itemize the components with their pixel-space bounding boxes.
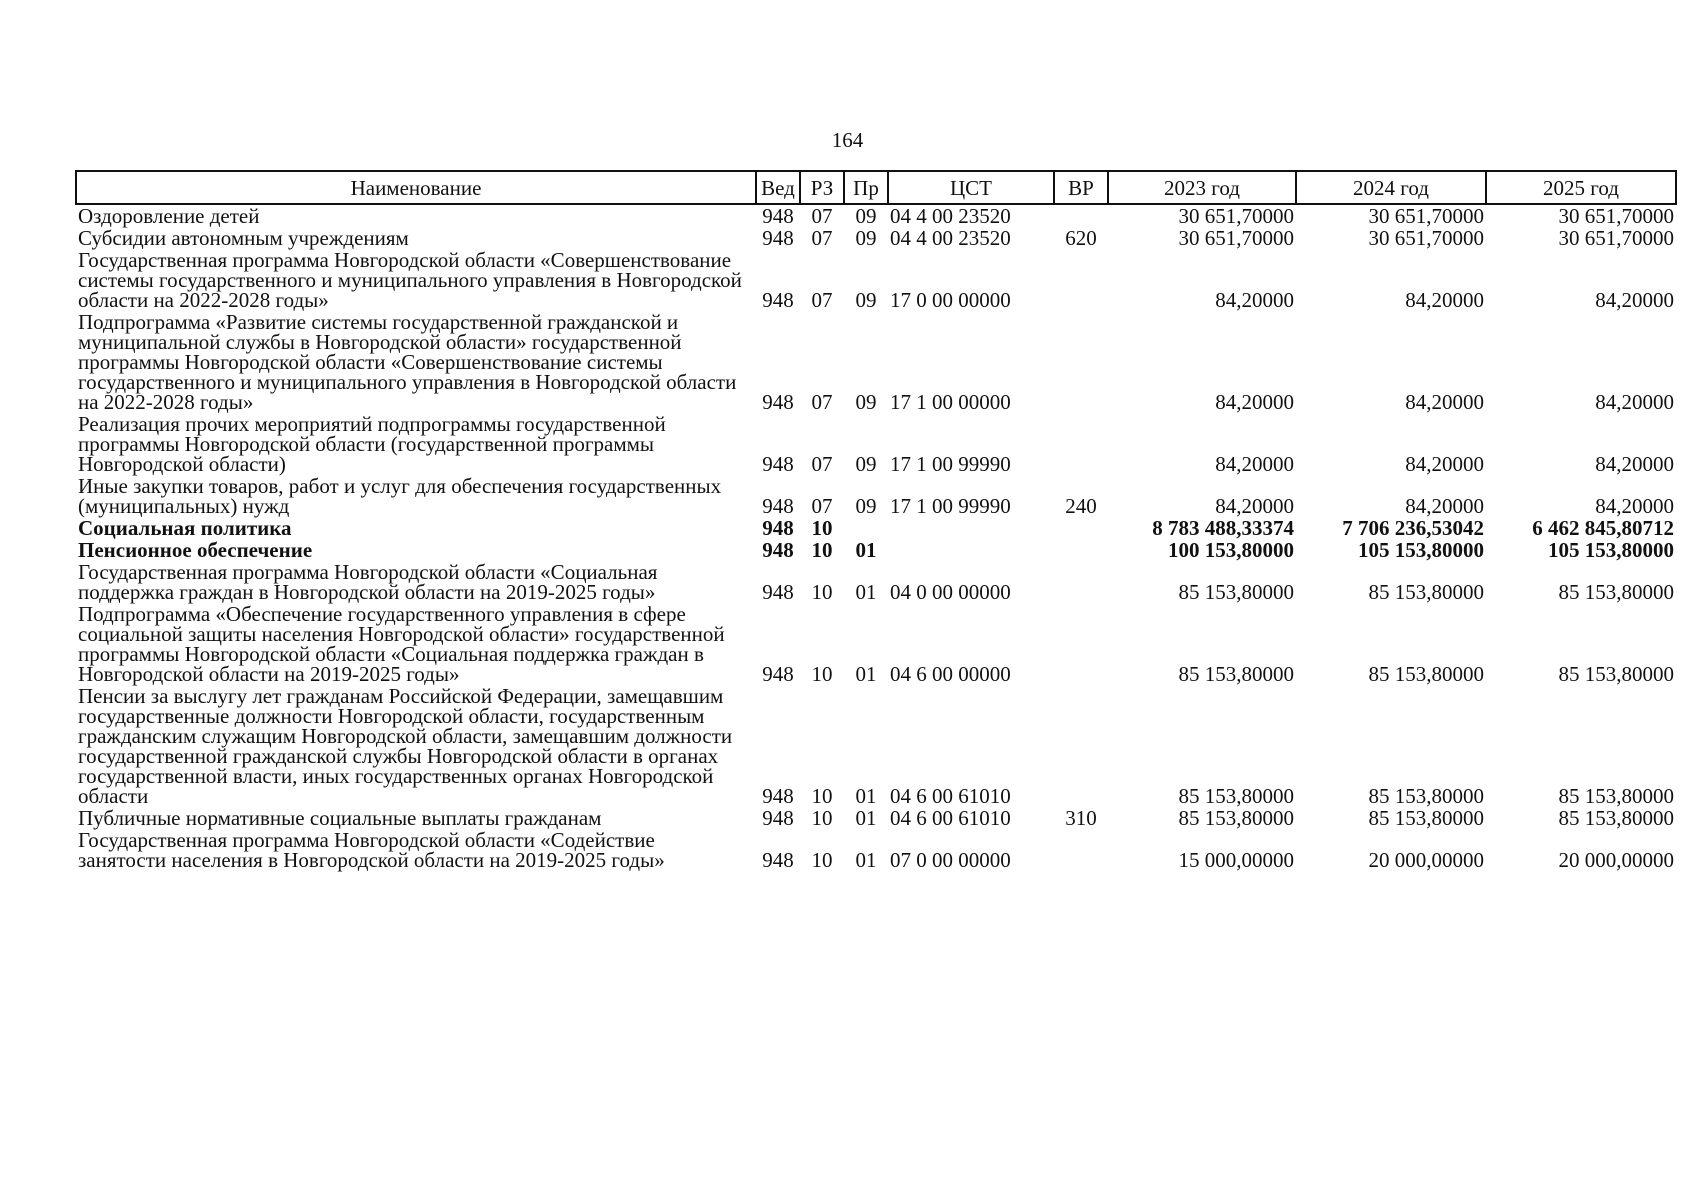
table-row xyxy=(76,517,1676,539)
cell-ved: 948 xyxy=(762,580,794,604)
cell-2024: 85 153,80000 xyxy=(1368,806,1484,830)
cell-vr: 620 xyxy=(1065,226,1097,250)
cell-pr: 09 xyxy=(855,390,877,414)
cell-name: Реализация прочих мероприятий подпрограммы государственной программы Новгородской области (государственной программы Новгородской области) xyxy=(78,412,666,476)
cell-cst: 04 6 00 61010 xyxy=(890,806,1011,830)
cell-ved: 948 xyxy=(762,538,794,562)
cell-rz: 10 xyxy=(811,516,833,540)
table-row xyxy=(76,227,1676,249)
cell-name: Оздоровление детей xyxy=(78,204,260,228)
header-cst: ЦСТ xyxy=(888,171,1054,204)
cell-cst: 04 0 00 00000 xyxy=(890,580,1011,604)
cell-cst: 04 6 00 61010 xyxy=(890,784,1011,808)
cell-vr xyxy=(1054,539,1108,561)
cell-2023: 100 153,80000 xyxy=(1168,538,1294,562)
cell-2025: 84,20000 xyxy=(1595,390,1674,414)
page-number: 164 xyxy=(831,128,864,152)
cell-pr: 01 xyxy=(855,848,877,872)
cell-2023: 30 651,70000 xyxy=(1178,204,1294,228)
cell-vr: 240 xyxy=(1065,494,1097,518)
table-row xyxy=(76,413,1676,475)
cell-2025: 20 000,00000 xyxy=(1558,848,1674,872)
cell-cst: 04 4 00 23520 xyxy=(890,204,1011,228)
cell-2024: 85 153,80000 xyxy=(1368,662,1484,686)
cell-name: Государственная программа Новгородской области «Содействие занятости населения в Новгородской области на 2019-2025 годы» xyxy=(78,828,665,872)
cell-vr xyxy=(1054,685,1108,807)
cell-rz: 07 xyxy=(811,204,833,228)
cell-2025: 84,20000 xyxy=(1595,494,1674,518)
cell-2025: 84,20000 xyxy=(1595,452,1674,476)
header-name: Наименование xyxy=(76,171,756,204)
cell-2025: 85 153,80000 xyxy=(1558,784,1674,808)
cell-2024: 85 153,80000 xyxy=(1368,580,1484,604)
table-header xyxy=(76,171,1676,204)
cell-2023: 84,20000 xyxy=(1215,288,1294,312)
cell-2025: 85 153,80000 xyxy=(1558,806,1674,830)
cell-rz: 10 xyxy=(811,784,833,808)
cell-ved: 948 xyxy=(762,516,794,540)
cell-2024: 84,20000 xyxy=(1405,452,1484,476)
header-row xyxy=(76,171,1676,204)
cell-name: Социальная политика xyxy=(78,516,292,540)
table-row xyxy=(76,475,1676,517)
cell-ved: 948 xyxy=(762,390,794,414)
table-row xyxy=(76,603,1676,685)
cell-2023: 85 153,80000 xyxy=(1178,580,1294,604)
cell-ved: 948 xyxy=(762,204,794,228)
header-2025: 2025 год xyxy=(1486,171,1676,204)
budget-table xyxy=(75,170,1677,871)
cell-2025: 85 153,80000 xyxy=(1558,662,1674,686)
table-row xyxy=(76,807,1676,829)
cell-rz: 07 xyxy=(811,288,833,312)
cell-name: Пенсии за выслугу лет гражданам Российской Федерации, замещавшим государственные должности Новгородской области, государственным гражданским служащим Новгородской области, замещавшим должности государственной гражданской службы Новгородской области в органах государственной власти, иных государственных органах Новгородской области xyxy=(78,684,733,808)
cell-vr xyxy=(1054,204,1108,227)
cell-ved: 948 xyxy=(762,784,794,808)
cell-2023: 85 153,80000 xyxy=(1178,784,1294,808)
cell-ved: 948 xyxy=(762,288,794,312)
cell-name: Подпрограмма «Обеспечение государственного управления в сфере социальной защиты населения Новгородской области» государственной программы Новгородской области «Социальная поддержка граждан в Новгородской области на 2019-2025 годы» xyxy=(78,602,725,686)
cell-name: Пенсионное обеспечение xyxy=(78,538,313,562)
cell-2025: 85 153,80000 xyxy=(1558,580,1674,604)
cell-ved: 948 xyxy=(762,452,794,476)
table-row xyxy=(76,539,1676,561)
cell-cst: 04 6 00 00000 xyxy=(890,662,1011,686)
cell-2024: 7 706 236,53042 xyxy=(1342,516,1484,540)
cell-2025: 84,20000 xyxy=(1595,288,1674,312)
cell-rz: 07 xyxy=(811,494,833,518)
cell-2025: 105 153,80000 xyxy=(1548,538,1674,562)
cell-cst: 04 4 00 23520 xyxy=(890,226,1011,250)
cell-2023: 8 783 488,33374 xyxy=(1152,516,1294,540)
table-row xyxy=(76,311,1676,413)
cell-2024: 84,20000 xyxy=(1405,390,1484,414)
cell-pr: 09 xyxy=(855,204,877,228)
cell-rz: 07 xyxy=(811,452,833,476)
cell-rz: 10 xyxy=(811,848,833,872)
cell-vr xyxy=(1054,311,1108,413)
cell-2023: 84,20000 xyxy=(1215,494,1294,518)
cell-vr xyxy=(1054,249,1108,311)
cell-cst: 17 1 00 00000 xyxy=(890,390,1011,414)
cell-name: Подпрограмма «Развитие системы государственной гражданской и муниципальной службы в Новгородской области» государственной программы Новгородской области «Совершенствование системы государственного и муниципального управления в Новгородской области на 2022-2028 годы» xyxy=(78,310,737,414)
cell-vr: 310 xyxy=(1065,806,1097,830)
header-pr: Пр xyxy=(844,171,888,204)
cell-name: Субсидии автономным учреждениям xyxy=(78,226,409,250)
table-row xyxy=(76,204,1676,227)
table-row xyxy=(76,561,1676,603)
cell-2023: 85 153,80000 xyxy=(1178,662,1294,686)
cell-2024: 84,20000 xyxy=(1405,288,1484,312)
cell-name: Государственная программа Новгородской области «Совершенствование системы государственного и муниципального управления в Новгородской области на 2022-2028 годы» xyxy=(78,248,742,312)
cell-2024: 105 153,80000 xyxy=(1358,538,1484,562)
cell-name: Иные закупки товаров, работ и услуг для обеспечения государственных (муниципальных) нужд xyxy=(78,474,722,518)
cell-pr: 01 xyxy=(855,580,877,604)
cell-vr xyxy=(1054,517,1108,539)
cell-pr: 01 xyxy=(855,538,877,562)
header-vr: ВР xyxy=(1054,171,1108,204)
cell-cst: 17 1 00 99990 xyxy=(890,494,1011,518)
cell-2024: 84,20000 xyxy=(1405,494,1484,518)
cell-rz: 10 xyxy=(811,806,833,830)
table-row xyxy=(76,829,1676,871)
cell-pr: 09 xyxy=(855,494,877,518)
cell-ved: 948 xyxy=(762,226,794,250)
cell-name: Государственная программа Новгородской области «Социальная поддержка граждан в Новгородской области на 2019-2025 годы» xyxy=(78,560,658,604)
cell-2023: 15 000,00000 xyxy=(1178,848,1294,872)
cell-cst: 17 1 00 99990 xyxy=(890,452,1011,476)
cell-pr: 01 xyxy=(855,806,877,830)
cell-vr xyxy=(1054,561,1108,603)
cell-vr xyxy=(1054,603,1108,685)
cell-2023: 84,20000 xyxy=(1215,390,1294,414)
header-2023: 2023 год xyxy=(1108,171,1296,204)
header-ved: Вед xyxy=(756,171,800,204)
table-body xyxy=(76,204,1676,871)
cell-vr xyxy=(1054,829,1108,871)
cell-2024: 20 000,00000 xyxy=(1368,848,1484,872)
cell-ved: 948 xyxy=(762,806,794,830)
cell-pr xyxy=(844,517,888,539)
table-row xyxy=(76,249,1676,311)
cell-2024: 30 651,70000 xyxy=(1368,204,1484,228)
cell-cst: 17 0 00 00000 xyxy=(890,288,1011,312)
table-row xyxy=(76,685,1676,807)
cell-cst xyxy=(888,517,1054,539)
cell-2024: 30 651,70000 xyxy=(1368,226,1484,250)
cell-rz: 10 xyxy=(811,662,833,686)
cell-rz: 10 xyxy=(811,580,833,604)
cell-2023: 30 651,70000 xyxy=(1178,226,1294,250)
cell-2025: 30 651,70000 xyxy=(1558,226,1674,250)
cell-rz: 10 xyxy=(811,538,833,562)
cell-2025: 6 462 845,80712 xyxy=(1532,516,1674,540)
cell-2025: 30 651,70000 xyxy=(1558,204,1674,228)
cell-name: Публичные нормативные социальные выплаты гражданам xyxy=(78,806,602,830)
cell-vr xyxy=(1054,413,1108,475)
cell-rz: 07 xyxy=(811,390,833,414)
cell-cst: 07 0 00 00000 xyxy=(890,848,1011,872)
header-rz: РЗ xyxy=(800,171,844,204)
cell-2024: 85 153,80000 xyxy=(1368,784,1484,808)
cell-ved: 948 xyxy=(762,848,794,872)
cell-ved: 948 xyxy=(762,662,794,686)
cell-cst xyxy=(888,539,1054,561)
cell-pr: 01 xyxy=(855,784,877,808)
cell-2023: 85 153,80000 xyxy=(1178,806,1294,830)
cell-ved: 948 xyxy=(762,494,794,518)
header-2024: 2024 год xyxy=(1296,171,1486,204)
cell-2023: 84,20000 xyxy=(1215,452,1294,476)
cell-rz: 07 xyxy=(811,226,833,250)
cell-pr: 09 xyxy=(855,452,877,476)
cell-pr: 09 xyxy=(855,288,877,312)
cell-pr: 09 xyxy=(855,226,877,250)
cell-pr: 01 xyxy=(855,662,877,686)
